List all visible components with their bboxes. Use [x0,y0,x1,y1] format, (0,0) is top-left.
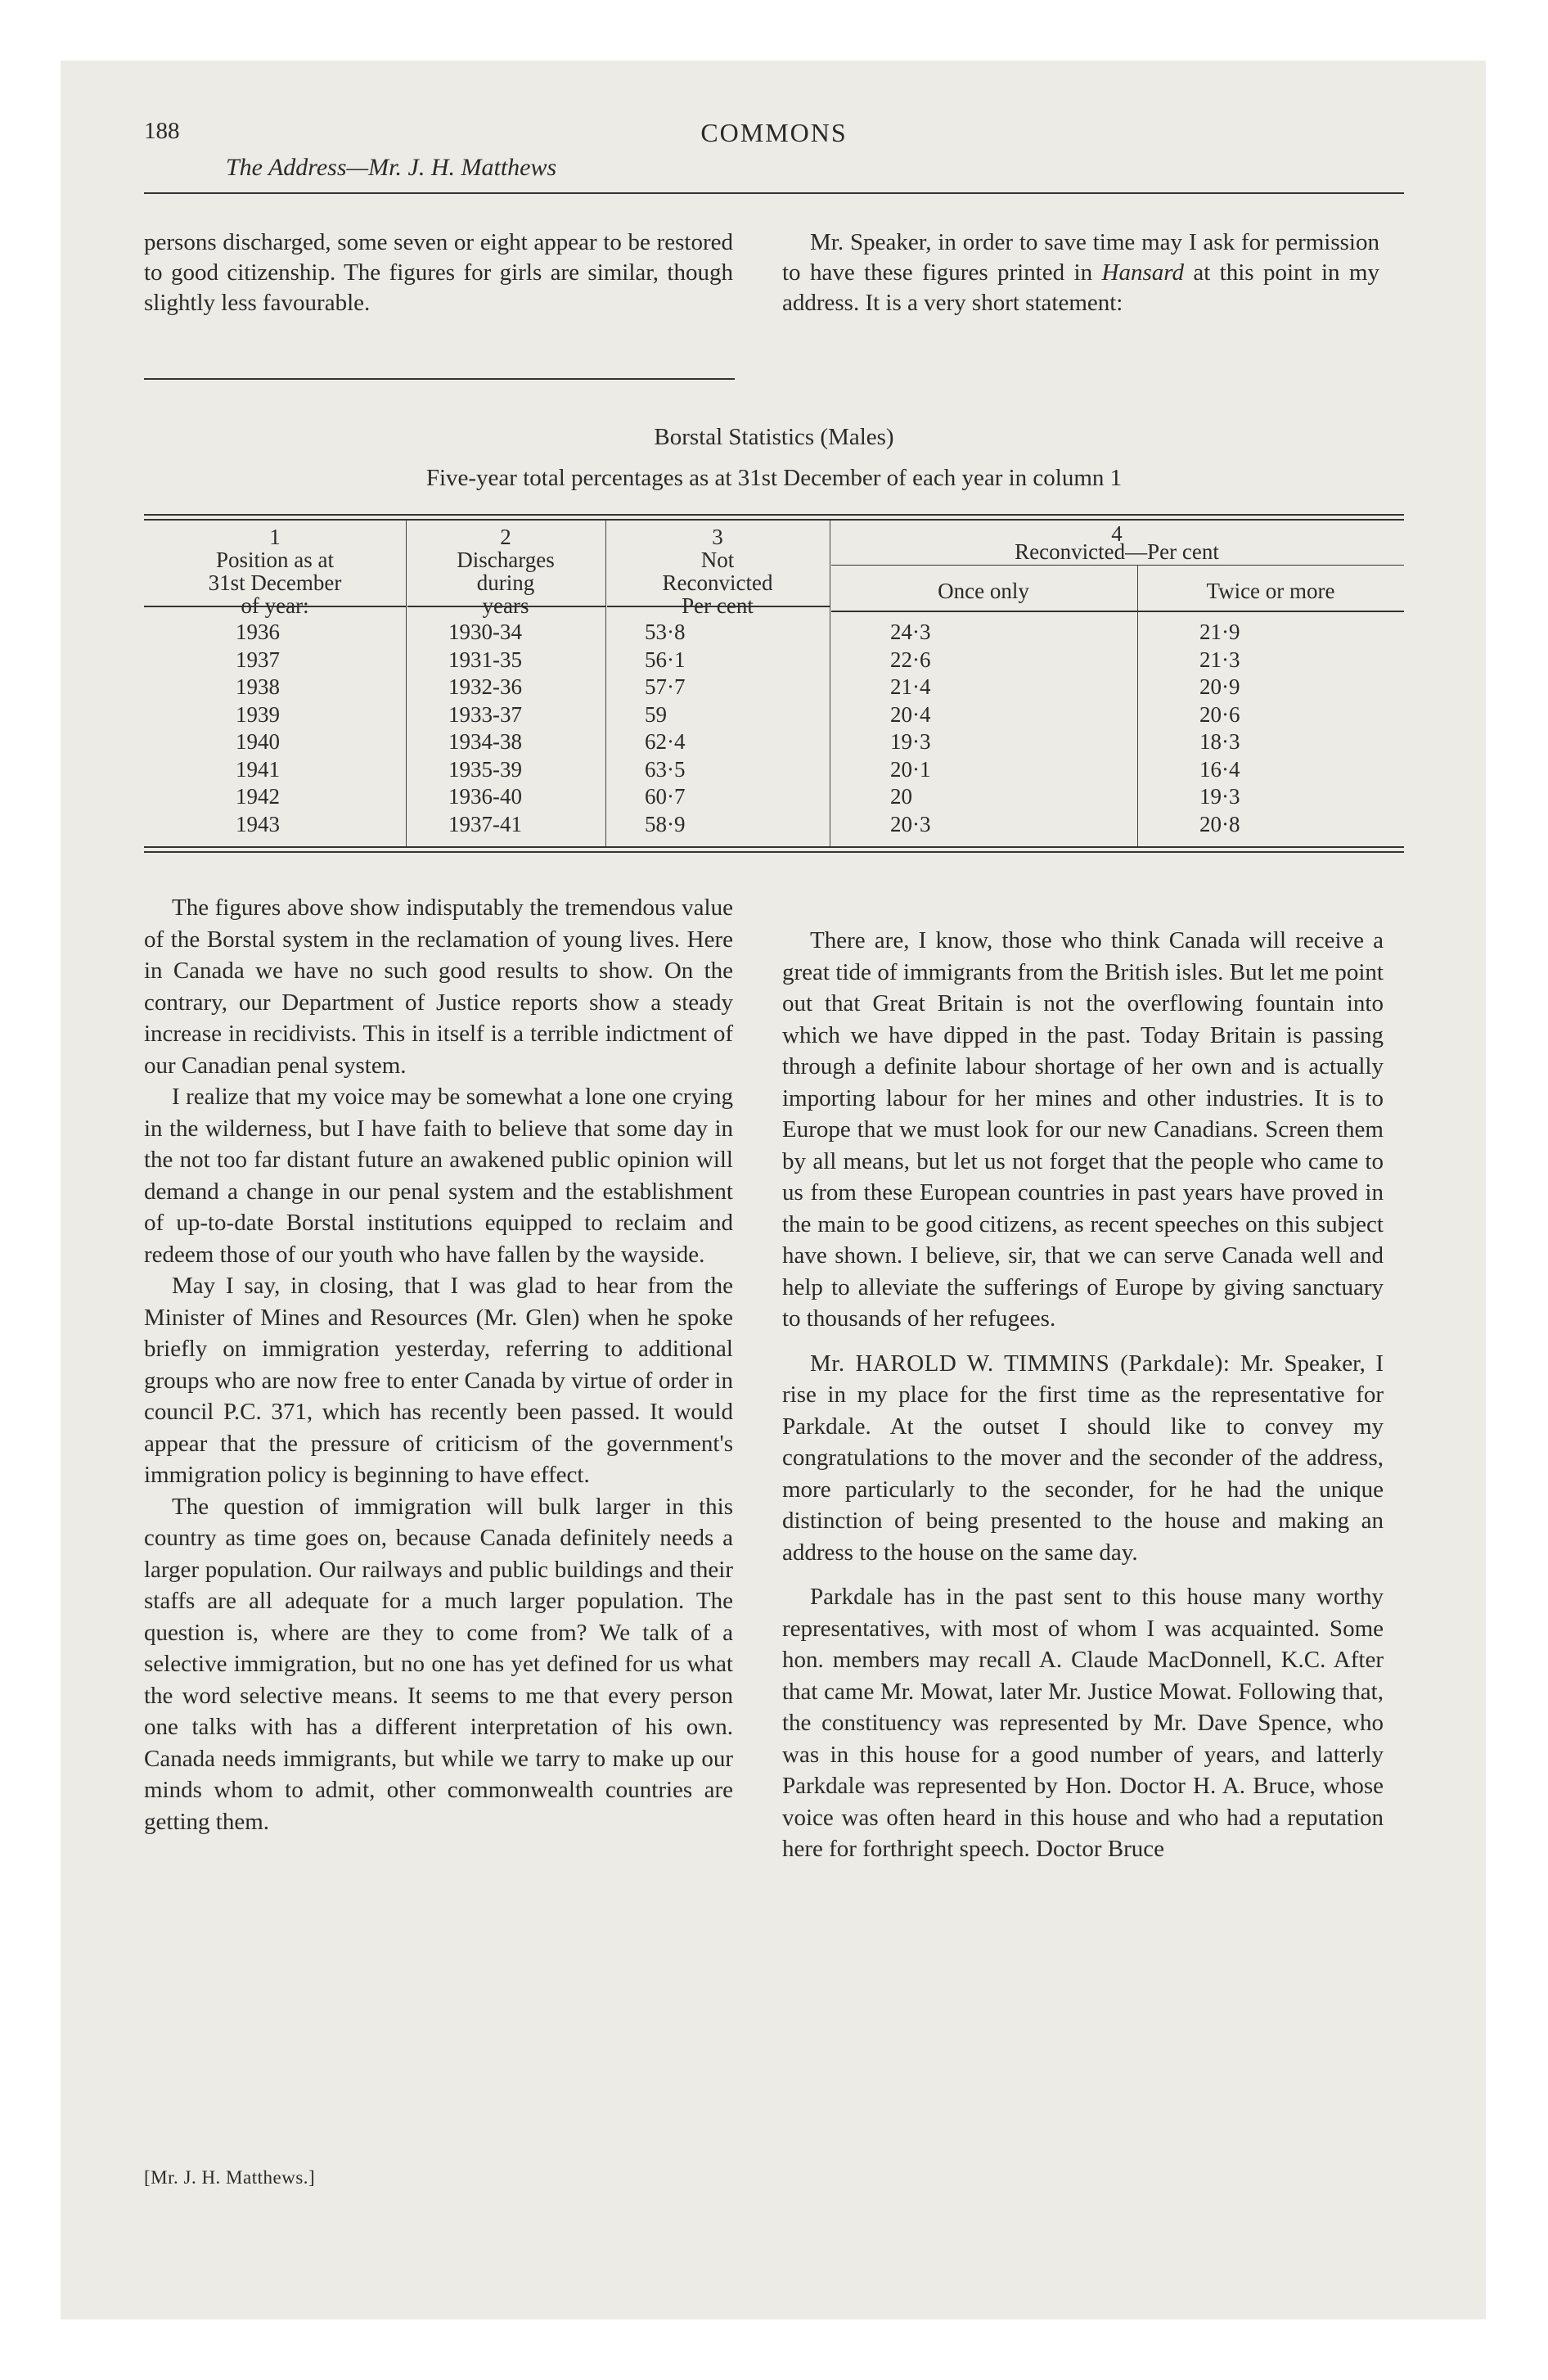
table-cell-year: 1936 [236,620,280,644]
table-cell-discharge-years: 1933-37 [448,701,522,727]
reconvicted-sub-rule [831,565,1404,566]
table-cell-discharge-years: 1937-41 [448,811,522,836]
table-cell-twice-or-more: 20·6 [1199,701,1240,727]
table-cell-twice-or-more: 16·4 [1199,756,1240,782]
col1-label-line2: 31st December [208,570,342,595]
table-cell-year: 1943 [236,811,280,836]
page-number: 188 [144,118,180,144]
col3-number: 3 [712,525,723,549]
right-paragraph-2 [782,1348,1384,1569]
table-cell-year: 1941 [236,756,280,782]
table-cell-not-reconvicted: 56·1 [645,647,686,672]
borstal-statistics-table [144,514,1404,866]
right-paragraph-2-text: Mr. Speaker, I rise in my place for the first time as the representative for Parkdale. At the outset I should like to convey my congratulations to the mover and the seconder of the address, more particularly to the seconder, for he had the unique distinction of being presented to the house and making an address to the house on the same day. [782,1350,1384,1566]
table-cell-once-only: 21·4 [890,674,931,699]
table-cell-year: 1938 [236,674,280,699]
col2-number: 2 [500,525,511,549]
table-cell-once-only: 19·3 [890,729,931,754]
intro-left-paragraph: persons discharged, some seven or eight appear to be restored to good citizenship. The figures for girls are similar, though slightly less favourable. [144,229,733,316]
hansard-italic: Hansard [1101,259,1184,286]
left-paragraph-1: The figures above show indisputably the tremendous value of the Borstal system in the reclamation of young lives. Here in Canada we have no such good results to show. On the contrary, our Department of Justice reports show a steady increase in recidivists. This in itself is a terrible indictment of our Canadian penal system. [144,895,733,1079]
table-cell-not-reconvicted: 59 [645,701,667,727]
speaker-footer-tag: [Mr. J. H. Matthews.] [144,2167,316,2188]
table-cell-once-only: 20 [890,784,912,809]
col1-label-line3: of year: [241,593,309,618]
right-column [782,925,1384,1865]
intro-right-paragraph [782,228,1379,318]
document-page [144,115,1404,2275]
table-cell-discharge-years: 1935-39 [448,756,522,782]
table-cell-discharge-years: 1934-38 [448,729,522,754]
table-cell-twice-or-more: 21·9 [1199,620,1240,644]
table-cell-year: 1939 [236,701,280,727]
col3-label-line3: Per cent [682,593,754,618]
table-cell-twice-or-more: 20·8 [1199,811,1240,836]
left-paragraph-3: May I say, in closing, that I was glad to hear from the Minister of Mines and Resources (Mr. Glen) when he spoke briefly on immigration yesterday, referring to additional groups who are now free to enter Canada by virtue of order in council P.C. 371, which has recently been passed. It would appear that the pressure of criticism of the government's immigration policy is beginning to have effect. [144,1273,733,1488]
table-cell-year: 1940 [236,729,280,754]
table-cell-twice-or-more: 20·9 [1199,674,1240,699]
col2-label-line2: during [476,570,535,595]
table-cell-not-reconvicted: 60·7 [645,784,686,809]
running-head: COMMONS [700,118,848,147]
table-cell-discharge-years: 1932-36 [448,674,522,699]
table-cell-once-only: 24·3 [890,620,931,644]
header-bottom-rule-4 [831,611,1404,612]
table-cell-twice-or-more: 21·3 [1199,647,1240,672]
col4-number: 4 [1111,521,1123,546]
col1-number: 1 [269,525,281,549]
col3-label-line1: Not [700,548,735,572]
intro-left-column [144,228,733,318]
table-cell-once-only: 20·3 [890,811,931,836]
table-cell-once-only: 20·4 [890,701,931,727]
table-cell-once-only: 20·1 [890,756,931,782]
table-top-rule [144,514,1404,516]
intro-right-column [782,228,1379,318]
col1-label-line1: Position as at [215,548,334,572]
table-top-rule-double [144,519,1404,521]
table-cell-discharge-years: 1930-34 [448,620,522,644]
table-cell-not-reconvicted: 53·8 [645,620,686,644]
table-cell-once-only: 22·6 [890,647,931,672]
table-cell-year: 1942 [236,784,280,809]
col3-label-line2: Reconvicted [662,570,773,595]
table-cell-not-reconvicted: 63·5 [645,756,686,782]
address-line: The Address—Mr. J. H. Matthews [226,154,557,181]
table-title: Borstal Statistics (Males) [654,424,894,450]
table-cell-discharge-years: 1931-35 [448,647,522,672]
table-cell-not-reconvicted: 58·9 [645,811,686,836]
table-bottom-rule-double [144,851,1404,853]
table-cell-twice-or-more: 18·3 [1199,729,1240,754]
left-paragraph-4: The question of immigration will bulk larger in this country as time goes on, because Canada definitely needs a larger population. Our railways and public buildings and their staffs are all adequate for a much larger population. The question is, where are they to come from? We talk of a selective immigration, but no one has yet defined for us what the word selective means. It seems to me that every person one talks with has a different interpretation of his own. Canada needs immigrants, but while we tarry to make up our minds whom to admit, other commonwealth countries are getting them. [144,1493,733,1835]
right-paragraph-3: Parkdale has in the past sent to this house many worthy representatives, with most of whom I was acquainted. Some hon. members may recall A. Claude MacDonnell, K.C. After that came Mr. Mowat, later Mr. Justice Mowat. Following that, the constituency was represented by Mr. Dave Spence, who was in this house for a good number of years, and latterly Parkdale was represented by Hon. Doctor H. A. Bruce, whose voice was often heard in this house and who had a reputation here for forthright speech. Doctor Bruce [782,1584,1384,1862]
col2-header [406,525,605,617]
table-cell-not-reconvicted: 57·7 [645,674,686,699]
col4a-label: Once only [938,579,1029,603]
intro-right-prefix: Mr. Speaker, in order to save time may I ask for permission to have these figures printed in [782,229,1379,286]
intro-right-suffix: at this point in my address. It is a very short statement: [782,259,1379,316]
table-bottom-rule [144,846,1404,848]
col2-label-line1: Discharges [457,548,555,572]
table-cell-twice-or-more: 19·3 [1199,784,1240,809]
left-column [144,892,733,1837]
col1-header [144,525,406,617]
table-cell-not-reconvicted: 62·4 [645,729,686,754]
table-subtitle: Five-year total percentages as at 31st December of each year in column 1 [425,465,1123,491]
speaker-name: Mr. HAROLD W. TIMMINS (Parkdale): [810,1350,1231,1377]
col3-header [605,525,830,617]
col4b-label: Twice or more [1206,579,1335,603]
col4-label: Reconvicted—Per cent [1015,539,1219,564]
right-paragraph-1: There are, I know, those who think Canada will receive a great tide of immigrants from the British isles. But let me point out that Great Britain is not the overflowing fountain into which we have dipped in the past. Today Britain is passing through a definite labour shortage of her own and is actually importing labour for her mines and other industries. It is to Europe that we must look for our new Canadians. Screen them by all means, but let us not forget that the people who came to us from these European countries in past years have proved in the main to be good citizens, as recent speeches on this subject have shown. I believe, sir, that we can serve Canada well and help to alleviate the sufferings of Europe by giving sanctuary to thousands of her refugees. [782,927,1384,1332]
col-divider-4 [1137,565,1138,846]
col2-label-line3: years [482,593,529,618]
header-rule [144,192,1404,194]
table-cell-year: 1937 [236,647,280,672]
page-header [144,115,1404,190]
table-cell-discharge-years: 1936-40 [448,784,522,809]
left-paragraph-2: I realize that my voice may be somewhat a lone one crying in the wilderness, but I have faith to believe that some day in the not too far distant future an awakened public opinion will demand a change in our penal system and the establishment of up-to-date Borstal institutions equipped to reclaim and redeem those of our youth who have fallen by the wayside. [144,1084,733,1268]
section-divider [144,378,735,380]
